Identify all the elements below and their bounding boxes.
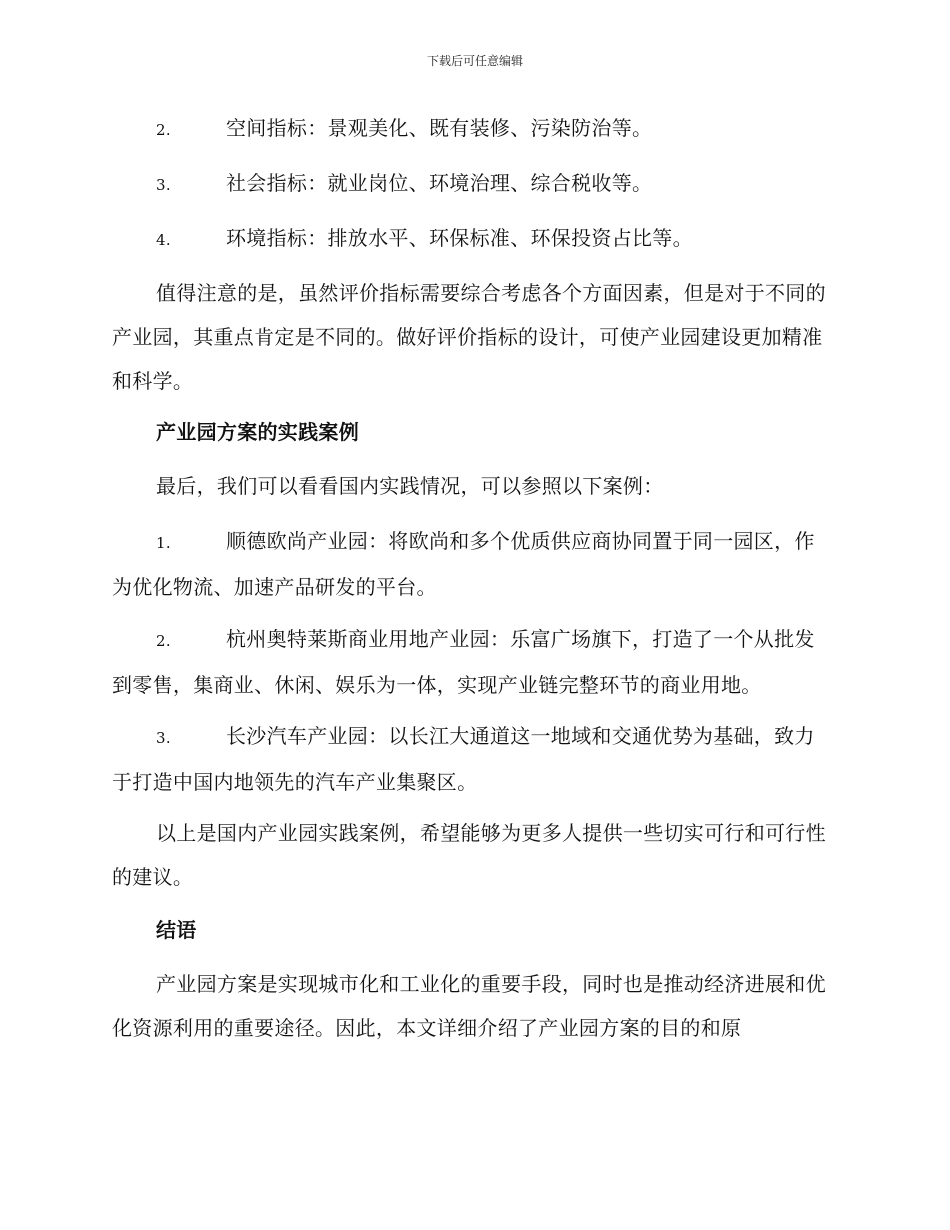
- list-text: 顺德欧尚产业园：将欧尚和多个优质供应商协同置于同一园区，作为优化物流、加速产品研发的平台。: [112, 529, 815, 599]
- list-number: 1.: [156, 534, 171, 552]
- list-text: 长沙汽车产业园：以长江大通道这一地域和交通优势为基础，致力于打造中国内地领先的汽车产业集聚区。: [112, 724, 815, 794]
- page-header: 下载后可任意编辑: [426, 54, 523, 68]
- list-item-environment-indicator: [112, 216, 832, 262]
- section-heading-cases: 产业园方案的实践案例: [156, 420, 359, 444]
- list-text: 空间指标：景观美化、既有装修、污染防治等。: [226, 116, 653, 140]
- list-number: 2.: [156, 632, 171, 650]
- paragraph-intro: 最后，我们可以看看国内实践情况，可以参照以下案例：: [156, 474, 664, 498]
- list-number: 4.: [156, 231, 171, 249]
- list-item-case-3: [112, 714, 832, 804]
- section-heading-conclusion: 结语: [156, 918, 197, 942]
- list-text: 社会指标：就业岗位、环境治理、综合税收等。: [226, 171, 653, 195]
- list-item-space-indicator: [112, 106, 832, 152]
- list-text: 环境指标：排放水平、环保标准、环保投资占比等。: [226, 226, 693, 250]
- list-item-social-indicator: [112, 161, 832, 207]
- list-number: 3.: [156, 729, 171, 747]
- paragraph-note: 值得注意的是，虽然评价指标需要综合考虑各个方面因素，但是对于不同的产业园，其重点肯定是不同的。做好评价指标的设计，可使产业园建设更加精准和科学。: [112, 281, 826, 393]
- list-text: 杭州奥特莱斯商业用地产业园：乐富广场旗下，打造了一个从批发到零售，集商业、休闲、娱乐为一体，实现产业链完整环节的商业用地。: [112, 627, 815, 697]
- list-number: 3.: [156, 176, 171, 194]
- list-item-case-1: [112, 519, 832, 609]
- list-number: 2.: [156, 121, 171, 139]
- paragraph-conclusion: 产业园方案是实现城市化和工业化的重要手段，同时也是推动经济进展和优化资源利用的重要途径。因此，本文详细介绍了产业园方案的目的和原: [112, 972, 826, 1040]
- paragraph-summary: 以上是国内产业园实践案例，希望能够为更多人提供一些切实可行和可行性的建议。: [112, 821, 826, 889]
- list-item-case-2: [112, 617, 832, 707]
